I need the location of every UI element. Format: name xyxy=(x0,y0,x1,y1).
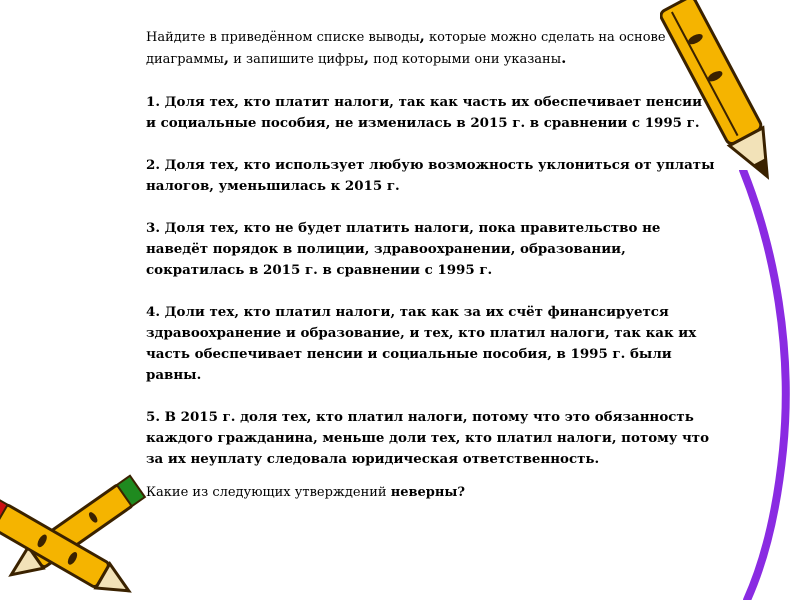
slide-text xyxy=(146,26,716,516)
instructions-comma: , xyxy=(223,49,230,67)
statement-1: 1. Доля тех, кто платит налоги, так как часть их обеспечивает пенсии и социальные пособия, не изменилась в 2015 г. в сравнении с 1995 г. xyxy=(146,94,703,131)
statement-3: 3. Доля тех, кто не будет платить налоги, пока правительство не наведёт порядок в полиции, здравоохранении, образовании, сократилась в 2015 г. в сравнении с 1995 г. xyxy=(146,220,661,278)
instructions-part: которые можно сделать на основе диаграммы xyxy=(146,30,666,67)
instructions-comma: , xyxy=(363,49,370,67)
question xyxy=(146,483,716,503)
question-emphasis: неверны? xyxy=(390,485,466,500)
statement-5: 5. В 2015 г. доля тех, кто платил налоги, потому что это обязанность каждого гражданина, меньше доли тех, кто платил налоги, потому что за их неуплату следовала юридическая ответственность. xyxy=(146,409,710,467)
statement-4: 4. Доли тех, кто платил налоги, так как за их счёт финансируется здравоохранение и образование, и тех, кто платил налоги, так как их часть обеспечивает пенсии и социальные пособия, в 1995 г. были равны. xyxy=(146,304,697,383)
swoosh-decoration xyxy=(735,170,800,600)
statement-2: 2. Доля тех, кто использует любую возможность уклониться от уплаты налогов, уменьшилась к 2015 г. xyxy=(146,157,715,194)
instructions-part: Найдите в приведённом списке выводы xyxy=(146,30,420,45)
instructions-part: и запишите цифры xyxy=(229,52,364,67)
instructions-period: . xyxy=(561,49,567,67)
instructions-part: под которыми они указаны xyxy=(369,52,562,67)
question-prefix: Какие из следующих утверждений xyxy=(146,485,391,500)
instructions xyxy=(146,26,716,70)
instructions-comma: , xyxy=(419,27,425,45)
pencil-icon-bottom-left xyxy=(0,470,150,600)
